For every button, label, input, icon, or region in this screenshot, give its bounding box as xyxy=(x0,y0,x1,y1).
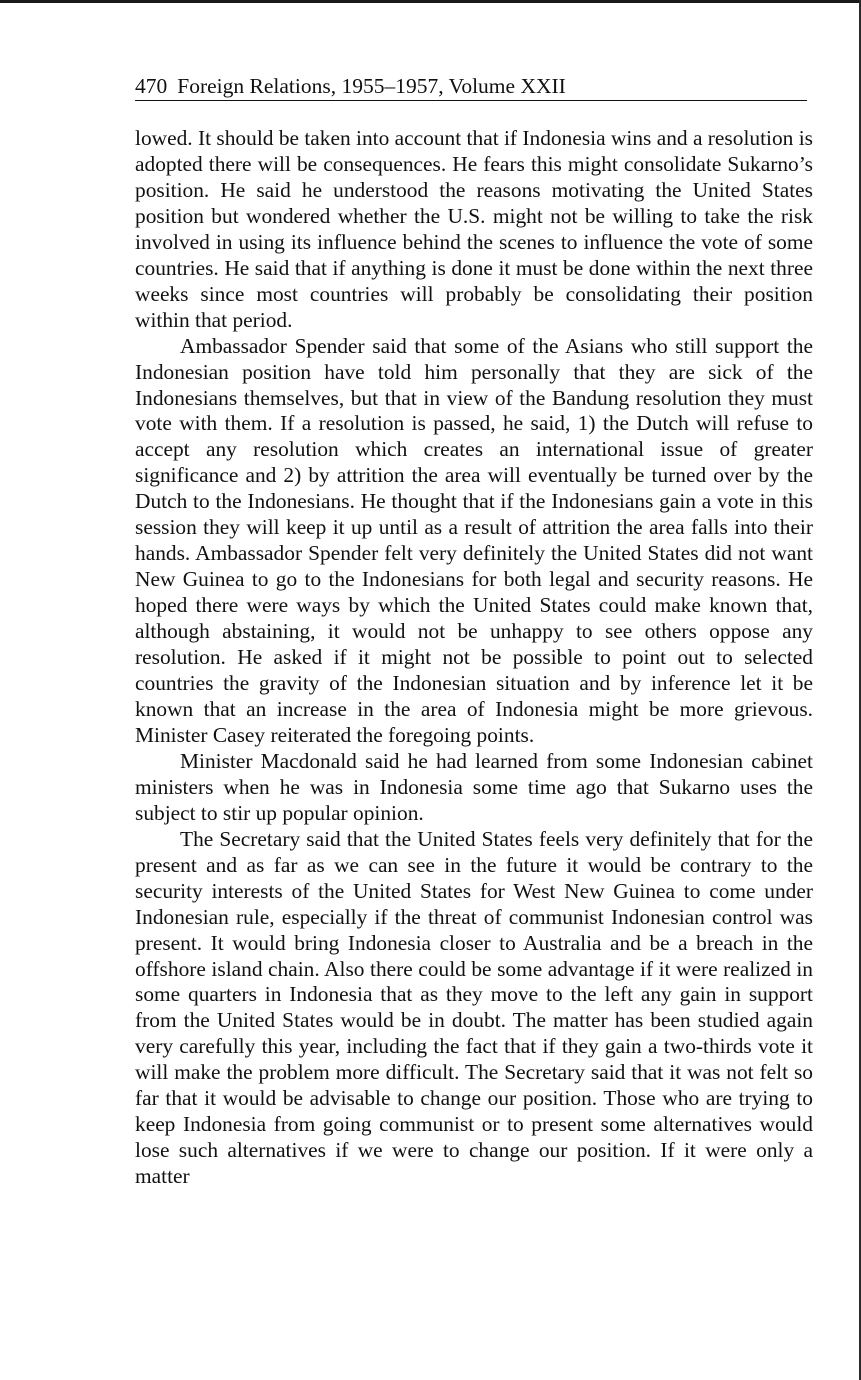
body-text xyxy=(135,126,813,1190)
scan-edge-top xyxy=(0,0,861,3)
running-head xyxy=(135,72,807,101)
running-title: Foreign Relations, 1955–1957, Volume XXII xyxy=(177,74,566,98)
paragraph-secretary: The Secretary said that the United States feels very definitely that for the present and as far as we can see in the future it would be contrary to the security interests of the United States for West New Guinea to come under Indonesian rule, especially if the threat of communist Indonesian control was present. It would bring Indonesia closer to Australia and be a breach in the offshore island chain. Also there could be some advantage if it were realized in some quarters in Indonesia that as they move to the left any gain in support from the United States would be in doubt. The matter has been studied again very carefully this year, including the fact that if they gain a two-thirds vote it will make the problem more difficult. The Secretary said that it was not felt so far that it would be advisable to change our position. Those who are trying to keep Indonesia from going communist or to present some alternatives would lose such alternatives if we were to change our position. If it were only a matter xyxy=(135,826,813,1189)
paragraph-macdonald: Minister Macdonald said he had learned from some Indonesian cabinet ministers when he was in Indonesia some time ago that Sukarno uses the subject to stir up popular opinion. xyxy=(135,748,813,825)
paragraph-continuation: lowed. It should be taken into account that if Indonesia wins and a resolution is adopted there will be consequences. He fears this might consolidate Sukarno’s position. He said he understood the reasons motivating the United States position but wondered whether the U.S. might not be willing to take the risk involved in using its influence behind the scenes to influence the vote of some countries. He said that if anything is done it must be done within the next three weeks since most countries will probably be consolidating their position within that period. xyxy=(135,126,813,332)
paragraph-spender: Ambassador Spender said that some of the Asians who still support the Indonesian position have told him personally that they are sick of the Indonesians themselves, but that in view of the Bandung resolution they must vote with them. If a resolution is passed, he said, 1) the Dutch will refuse to accept any resolution which creates an international issue of greater significance and 2) by attrition the area will eventually be turned over by the Dutch to the Indonesians. He thought that if the Indonesians gain a vote in this session they will keep it up until as a result of attrition the area falls into their hands. Ambassador Spender felt very definitely the United States did not want New Guinea to go to the Indonesians for both legal and security reasons. He hoped there were ways by which the United States could make known that, although abstaining, it would not be unhappy to see others oppose any resolution. He asked if it might not be possible to point out to selected countries the gravity of the Indonesian situation and by inference let it be known that an increase in the area of Indonesia might be more grievous. Minister Casey reiterated the foregoing points. xyxy=(135,333,813,747)
page-number: 470 xyxy=(135,74,168,98)
